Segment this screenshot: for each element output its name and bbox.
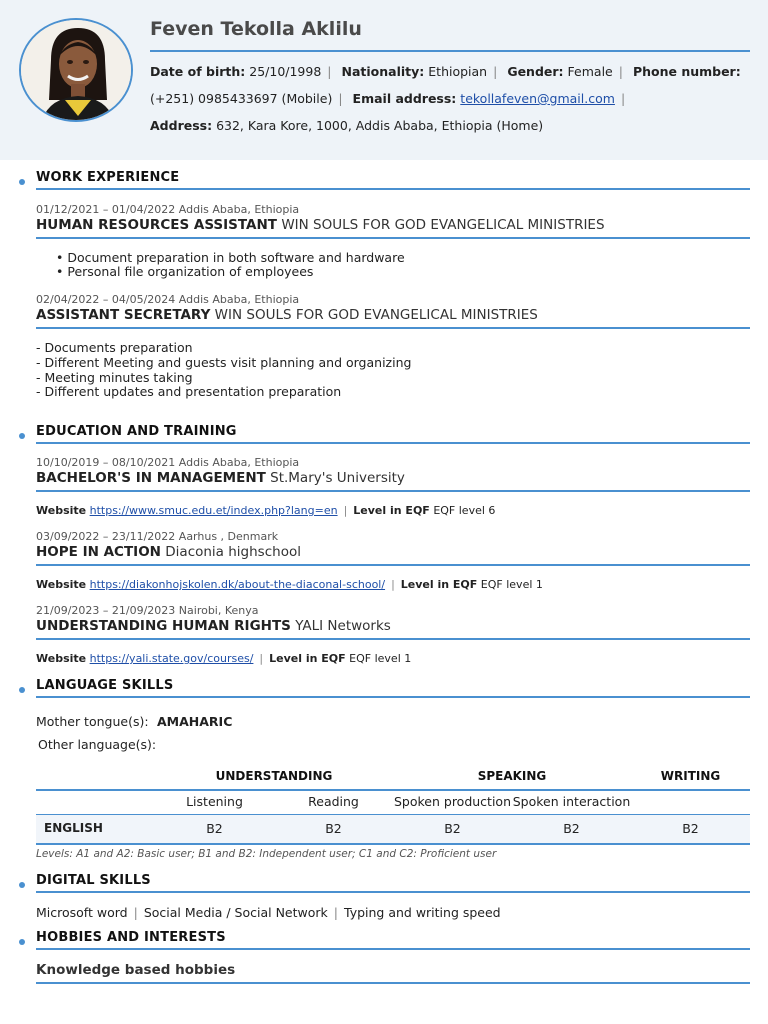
address-label: Address: <box>150 118 213 133</box>
eqf-value: EQF level 1 <box>349 652 412 665</box>
edu-divider <box>36 638 750 640</box>
email-link[interactable]: tekollafeven@gmail.com <box>460 91 615 106</box>
job-title <box>36 217 605 233</box>
level-spoken-interaction: B2 <box>563 821 580 836</box>
hobby-divider <box>36 982 750 984</box>
section-title-languages: LANGUAGE SKILLS <box>36 678 174 693</box>
section-title-work: WORK EXPERIENCE <box>36 170 180 185</box>
edu-title <box>36 470 405 486</box>
edu-website-link[interactable]: https://www.smuc.edu.et/index.php?lang=en <box>89 504 338 517</box>
separator: | <box>391 578 395 591</box>
level-listening: B2 <box>206 821 223 836</box>
full-name: Feven Tekolla Aklilu <box>150 18 362 40</box>
section-divider <box>36 891 750 893</box>
other-languages-label: Other language(s): <box>38 737 157 752</box>
eqf-label: Level in EQF <box>400 578 478 591</box>
gender-value: Female <box>567 64 613 79</box>
phone-label: Phone number: <box>632 64 741 79</box>
edu-school: YALI Networks <box>290 618 391 634</box>
digital-skills-list <box>36 905 501 920</box>
section-divider <box>36 188 750 190</box>
edu-degree: BACHELOR'S IN MANAGEMENT <box>36 470 266 486</box>
nationality-value: Ethiopian <box>428 64 488 79</box>
job-item: • Document preparation in both software and hardware <box>56 250 405 265</box>
edu-degree: UNDERSTANDING HUMAN RIGHTS <box>36 618 291 634</box>
eqf-value: EQF level 6 <box>433 504 496 517</box>
edu-website-link[interactable]: https://diakonhojskolen.dk/about-the-diaconal-school/ <box>89 578 386 591</box>
edu-degree: HOPE IN ACTION <box>36 544 161 560</box>
section-bullet-icon <box>19 882 25 888</box>
table-divider <box>36 843 750 845</box>
job-item: • Personal file organization of employees <box>56 264 314 279</box>
mother-tongue-value: AMAHARIC <box>157 714 233 729</box>
section-divider <box>36 948 750 950</box>
section-divider <box>36 442 750 444</box>
separator: | <box>618 64 623 79</box>
name-divider <box>150 50 750 52</box>
section-title-hobbies: HOBBIES AND INTERESTS <box>36 930 226 945</box>
table-divider <box>36 789 750 791</box>
nationality-label: Nationality: <box>341 64 425 79</box>
subheader-spoken-production: Spoken production <box>393 794 512 809</box>
eqf-label: Level in EQF <box>269 652 346 665</box>
mother-tongue-label: Mother tongue(s): <box>36 714 149 729</box>
profile-header <box>0 0 768 160</box>
dob-label: Date of birth: <box>150 64 246 79</box>
job-item: - Different Meeting and guests visit planning and organizing <box>36 355 412 370</box>
website-label: Website <box>36 504 87 517</box>
section-divider <box>36 696 750 698</box>
job-divider <box>36 237 750 239</box>
hobby-item: Knowledge based hobbies <box>36 962 236 978</box>
website-label: Website <box>36 578 87 591</box>
edu-meta: 03/09/2022 – 23/11/2022 Aarhus , Denmark <box>36 530 279 543</box>
website-label: Website <box>36 652 87 665</box>
section-title-digital: DIGITAL SKILLS <box>36 873 151 888</box>
edu-details <box>36 578 543 591</box>
section-title-education: EDUCATION AND TRAINING <box>36 424 237 439</box>
edu-meta: 10/10/2019 – 08/10/2021 Addis Ababa, Ethiopia <box>36 456 300 469</box>
header-speaking: SPEAKING <box>477 769 547 783</box>
dob-value: 25/10/1998 <box>249 64 322 79</box>
section-bullet-icon <box>19 939 25 945</box>
job-item: - Different updates and presentation preparation <box>36 384 342 399</box>
levels-note: Levels: A1 and A2: Basic user; B1 and B2: Independent user; C1 and C2: Proficient user <box>36 848 497 860</box>
edu-title <box>36 618 391 634</box>
email-label: Email address: <box>352 91 457 106</box>
edu-details <box>36 652 411 665</box>
edu-school: Diaconia highschool <box>160 544 301 560</box>
edu-title <box>36 544 301 560</box>
section-bullet-icon <box>19 687 25 693</box>
level-reading: B2 <box>325 821 342 836</box>
job-role: HUMAN RESOURCES ASSISTANT <box>36 217 278 233</box>
personal-info-line-2 <box>150 91 631 106</box>
edu-divider <box>36 490 750 492</box>
edu-divider <box>36 564 750 566</box>
job-meta: 02/04/2022 – 04/05/2024 Addis Ababa, Ethiopia <box>36 293 300 306</box>
section-bullet-icon <box>19 433 25 439</box>
address-value: 632, Kara Kore, 1000, Addis Ababa, Ethiopia (Home) <box>216 118 544 133</box>
separator: | <box>620 91 626 106</box>
personal-info-line-3 <box>150 118 543 133</box>
digital-skill: Social Media / Social Network <box>143 905 328 920</box>
job-meta: 01/12/2021 – 01/04/2022 Addis Ababa, Ethiopia <box>36 203 300 216</box>
header-writing: WRITING <box>660 769 721 783</box>
job-role: ASSISTANT SECRETARY <box>36 307 211 323</box>
phone-value: (+251) 0985433697 (Mobile) <box>150 91 333 106</box>
separator: | <box>133 905 138 920</box>
separator: | <box>338 91 343 106</box>
separator: | <box>259 652 264 665</box>
subheader-spoken-interaction: Spoken interaction <box>512 794 631 809</box>
digital-skill: Typing and writing speed <box>344 905 501 920</box>
section-bullet-icon <box>19 179 25 185</box>
subheader-listening: Listening <box>186 794 243 809</box>
eqf-value: EQF level 1 <box>480 578 543 591</box>
job-org: WIN SOULS FOR GOD EVANGELICAL MINISTRIES <box>277 217 605 233</box>
separator: | <box>493 64 498 79</box>
separator: | <box>327 64 332 79</box>
separator: | <box>333 905 338 920</box>
subheader-reading: Reading <box>308 794 359 809</box>
eqf-label: Level in EQF <box>353 504 430 517</box>
language-name: ENGLISH <box>44 821 103 835</box>
profile-photo <box>19 18 133 122</box>
digital-skill: Microsoft word <box>36 905 128 920</box>
personal-info-line-1 <box>150 64 741 79</box>
job-item: - Meeting minutes taking <box>36 370 193 385</box>
header-understanding: UNDERSTANDING <box>215 769 333 783</box>
edu-school: St.Mary's University <box>265 470 405 486</box>
job-item: - Documents preparation <box>36 340 193 355</box>
edu-website-link[interactable]: https://yali.state.gov/courses/ <box>89 652 254 665</box>
job-title <box>36 307 538 323</box>
job-divider <box>36 327 750 329</box>
level-spoken-production: B2 <box>444 821 461 836</box>
job-org: WIN SOULS FOR GOD EVANGELICAL MINISTRIES <box>210 307 538 323</box>
edu-meta: 21/09/2023 – 21/09/2023 Nairobi, Kenya <box>36 604 259 617</box>
separator: | <box>343 504 348 517</box>
edu-details <box>36 504 495 517</box>
level-writing: B2 <box>682 821 699 836</box>
gender-label: Gender: <box>507 64 564 79</box>
